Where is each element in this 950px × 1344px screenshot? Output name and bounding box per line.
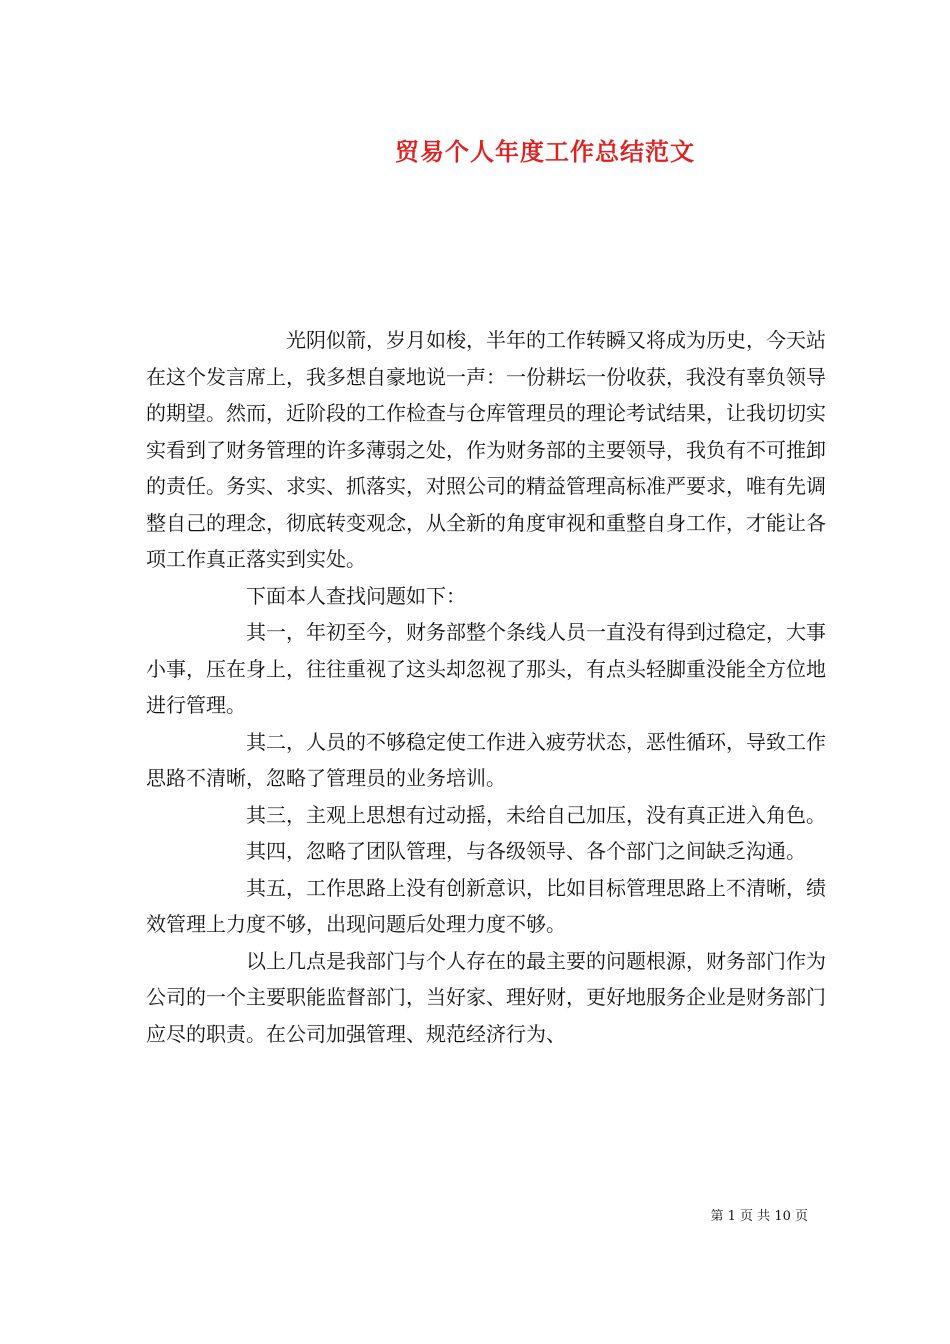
paragraph: 其四，忽略了团队管理，与各级领导、各个部门之间缺乏沟通。	[246, 839, 806, 863]
document-title: 贸易个人年度工作总结范文	[395, 137, 695, 166]
paragraph: 其五，工作思路上没有创新意识，比如目标管理思路上不清晰，绩效管理上力度不够，出现问题后处理力度不够。	[146, 875, 826, 936]
paragraph: 下面本人查找问题如下：	[246, 583, 466, 608]
paragraph: 其一，年初至今，财务部整个条线人员一直没有得到过稳定，大事小事，压在身上，往往重视了这头却忽视了那头，有点头轻脚重没能全方位地进行管理。	[146, 620, 826, 717]
document-body	[146, 322, 826, 1052]
paragraph: 其二，人员的不够稳定使工作进入疲劳状态，恶性循环，导致工作思路不清晰，忽略了管理员的业务培训。	[146, 729, 826, 790]
paragraph: 其三，主观上思想有过动摇，未给自己加压，没有真正进入角色。	[246, 802, 826, 827]
paragraph: 光阴似箭，岁月如梭，半年的工作转瞬又将成为历史，今天站在这个发言席上，我多想自豪地说一声：一份耕坛一份收获，我没有辜负领导的期望。然而，近阶段的工作检查与仓库管理员的理论考试结果，让我切切实实看到了财务管理的许多薄弱之处，作为财务部的主要领导，我负有不可推卸的责任。务实、求实、抓落实，对照公司的精益管理高标准严要求，唯有先调整自己的理念，彻底转变观念，从全新的角度审视和重整自身工作，才能让各项工作真正落实到实处。	[146, 328, 826, 571]
paragraph: 以上几点是我部门与个人存在的最主要的问题根源，财务部门作为公司的一个主要职能监督部门，当好家、理好财，更好地服务企业是财务部门应尽的职责。在公司加强管理、规范经济行为、	[146, 948, 826, 1046]
page-number-footer: 第 1 页 共 10 页	[710, 1209, 808, 1224]
